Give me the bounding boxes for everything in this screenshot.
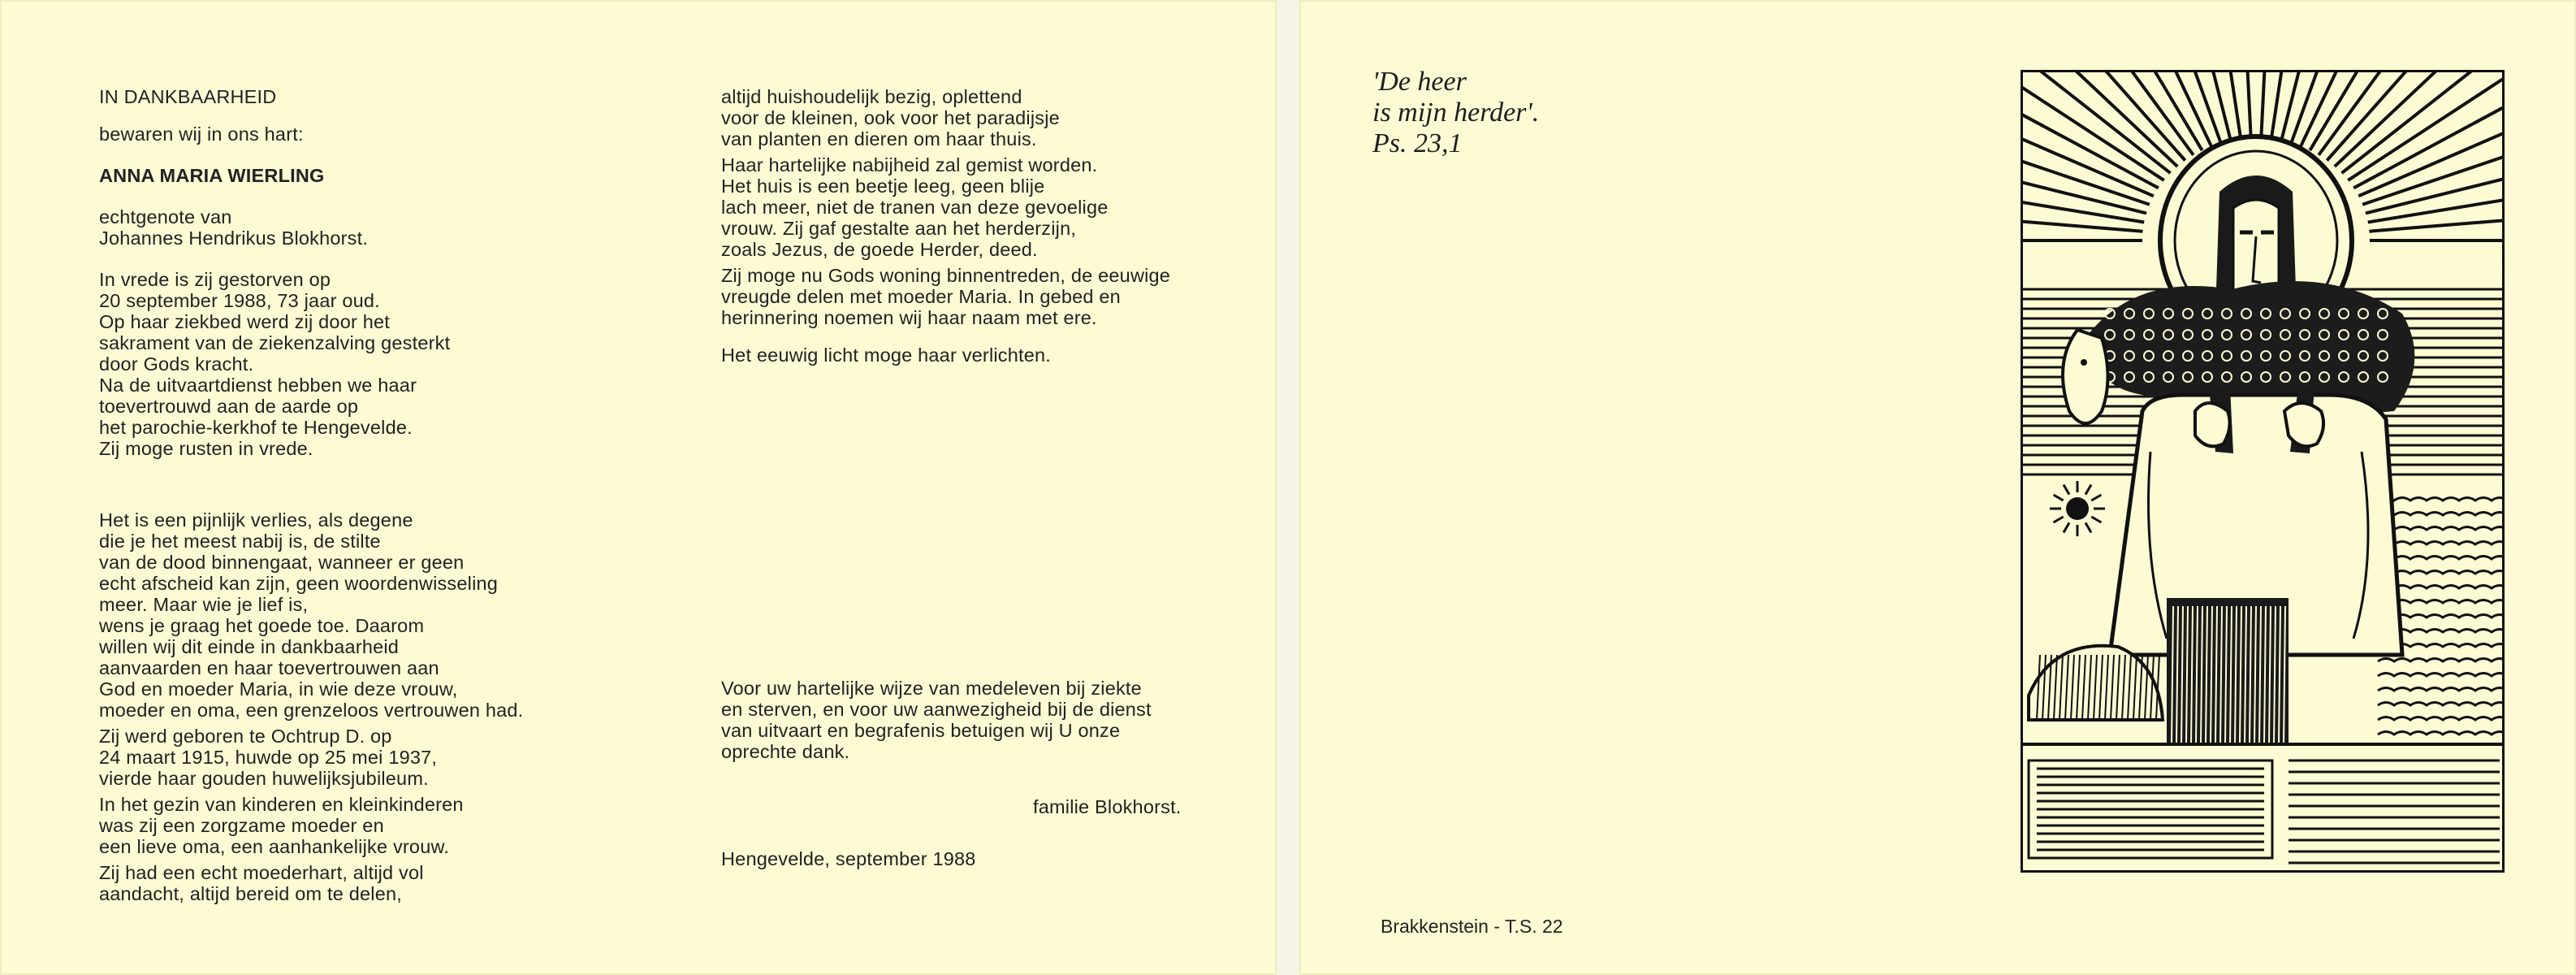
- text-line: Zij moge nu Gods woning binnentreden, de eeuwige: [721, 265, 1171, 286]
- text-line: sakrament van de ziekenzalving gesterkt: [99, 332, 451, 353]
- biography-paragraph: [99, 726, 668, 789]
- continuation-paragraph: [721, 86, 1273, 150]
- right-text-column: [721, 86, 1273, 869]
- text-line: van de dood binnengaat, wanneer er geen: [99, 552, 465, 573]
- text-line: Haar hartelijke nabijheid zal gemist worden.: [721, 154, 1098, 176]
- card-title: IN DANKBAARHEID: [99, 86, 277, 107]
- deceased-name: ANNA MARIA WIERLING: [99, 165, 325, 186]
- heart-paragraph: [99, 862, 668, 904]
- text-line: herinnering noemen wij haar naam met ere.: [721, 307, 1097, 328]
- text-line: echt afscheid kan zijn, geen woordenwisseling: [99, 573, 499, 594]
- psalm-quote: [1372, 67, 1539, 159]
- text-line: oprechte dank.: [721, 741, 850, 762]
- text-line: Na de uitvaartdienst hebben we haar: [99, 375, 417, 396]
- family-paragraph: [99, 794, 668, 857]
- quote-line: is mijn herder'.: [1372, 98, 1540, 128]
- quote-reference: Ps. 23,1: [1372, 128, 1463, 158]
- text-line: echtgenote van: [99, 206, 232, 228]
- text-line: wens je graag het goede toe. Daarom: [99, 615, 425, 636]
- text-line: die je het meest nabij is, de stilte: [99, 531, 381, 552]
- thanks-paragraph: [721, 678, 1273, 762]
- text-line: 24 maart 1915, huwde op 25 mei 1937,: [99, 747, 438, 768]
- text-line: vrouw. Zij gaf gestalte aan het herderzijn,: [721, 218, 1077, 239]
- left-text-column: [99, 86, 668, 904]
- publisher-imprint: Brakkenstein - T.S. 22: [1381, 916, 1563, 937]
- text-line: Zij had een echt moederhart, altijd vol: [99, 862, 424, 883]
- text-line: meer. Maar wie je lief is,: [99, 594, 309, 615]
- text-line: door Gods kracht.: [99, 353, 254, 375]
- text-line: een lieve oma, een aanhankelijke vrouw.: [99, 836, 450, 857]
- text-line: God en moeder Maria, in wie deze vrouw,: [99, 678, 458, 700]
- text-line: moeder en oma, een grenzeloos vertrouwen had.: [99, 700, 524, 721]
- place-date: Hengevelde, september 1988: [721, 848, 976, 869]
- text-line: In het gezin van kinderen en kleinkinderen: [99, 794, 464, 815]
- spouse-block: [99, 206, 668, 249]
- text-line: het parochie-kerkhof te Hengevelde.: [99, 417, 413, 438]
- text-line: voor de kleinen, ook voor het paradijsje: [721, 107, 1060, 128]
- text-line: zoals Jezus, de goede Herder, deed.: [721, 239, 1038, 260]
- text-line: 20 september 1988, 73 jaar oud.: [99, 290, 380, 311]
- quote-line: 'De heer: [1372, 67, 1467, 97]
- text-line: aanvaarden en haar toevertrouwen aan: [99, 657, 439, 678]
- blessing-line: Het eeuwig licht moge haar verlichten.: [721, 344, 1051, 366]
- good-shepherd-woodcut-icon: [2021, 70, 2505, 873]
- text-line: aandacht, altijd bereid om te delen,: [99, 883, 402, 904]
- inside-spread: [0, 0, 1277, 975]
- text-line: Het is een pijnlijk verlies, als degene: [99, 509, 413, 531]
- intro-line: bewaren wij in ons hart:: [99, 124, 304, 145]
- text-line: en sterven, en voor uw aanwezigheid bij de dienst: [721, 699, 1152, 720]
- text-line: willen wij dit einde in dankbaarheid: [99, 636, 400, 657]
- text-line: In vrede is zij gestorven op: [99, 269, 331, 290]
- presence-paragraph: [721, 154, 1273, 260]
- family-signature: familie Blokhorst.: [1033, 796, 1182, 817]
- text-line: vreugde delen met moeder Maria. In gebed en: [721, 286, 1121, 307]
- text-line: toevertrouwd aan de aarde op: [99, 396, 359, 417]
- text-line: lach meer, niet de tranen van deze gevoelige: [721, 197, 1109, 218]
- text-line: Zij moge rusten in vrede.: [99, 438, 313, 459]
- text-line: Johannes Hendrikus Blokhorst.: [99, 228, 369, 249]
- text-line: Het huis is een beetje leeg, geen blije: [721, 176, 1045, 197]
- text-line: Op haar ziekbed werd zij door het: [99, 311, 390, 332]
- text-line: Zij werd geboren te Ochtrup D. op: [99, 726, 392, 747]
- text-line: van uitvaart en begrafenis betuigen wij U onze: [721, 720, 1121, 741]
- death-paragraph: [99, 269, 668, 459]
- reflection-paragraph: [99, 509, 668, 721]
- text-line: altijd huishoudelijk bezig, oplettend: [721, 86, 1022, 107]
- prayer-paragraph: [721, 265, 1273, 328]
- text-line: vierde haar gouden huwelijksjubileum.: [99, 768, 429, 789]
- text-line: van planten en dieren om haar thuis.: [721, 128, 1037, 150]
- text-line: was zij een zorgzame moeder en: [99, 815, 384, 836]
- text-line: Voor uw hartelijke wijze van medeleven bij ziekte: [721, 678, 1142, 699]
